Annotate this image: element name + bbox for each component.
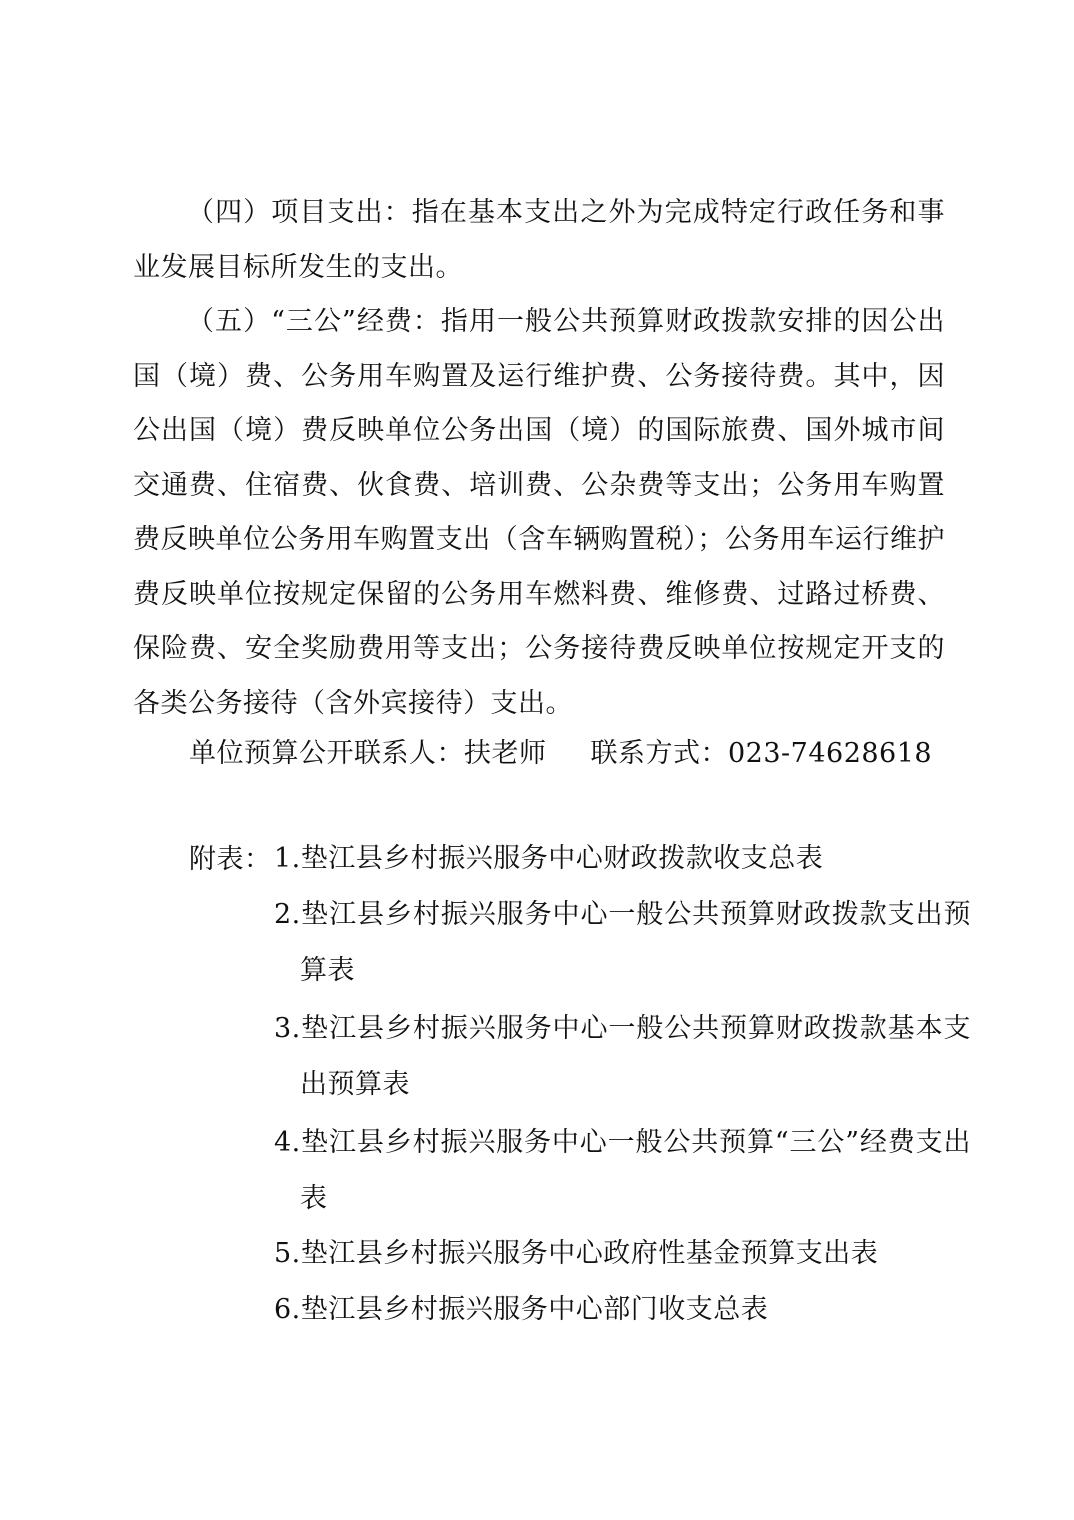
attachment-item: 3.垫江县乡村振兴服务中心一般公共预算财政拨款基本支出预算表	[274, 1013, 971, 1100]
attachment-item: 6.垫江县乡村振兴服务中心部门收支总表	[274, 1294, 769, 1325]
paragraph-three-public-expenses: （五）“三公”经费：指用一般公共预算财政拨款安排的因公出国（境）费、公务用车购置及运行维护费、公务接待费。其中，因公出国（境）费反映单位公务出国（境）的国际旅费、国外城市间交通费、住宿费、伙食费、培训费、公杂费等支出；公务用车购置费反映单位公务用车购置支出（含车辆购置税）；公务用车运行维护费反映单位按规定保留的公务用车燃料费、维修费、过路过桥费、保险费、安全奖励费用等支出；公务接待费反映单位按规定开支的各类公务接待（含外宾接待）支出。	[133, 306, 945, 719]
contact-method: 联系方式：023-74628618	[590, 738, 933, 769]
contact-line	[189, 727, 932, 782]
paragraph-project-expense: （四）项目支出：指在基本支出之外为完成特定行政任务和事业发展目标所发生的支出。	[133, 197, 945, 283]
attachment-item: 4.垫江县乡村振兴服务中心一般公共预算“三公”经费支出表	[274, 1127, 971, 1214]
contact-person: 单位预算公开联系人：扶老师	[189, 738, 547, 769]
attachment-item: 1.垫江县乡村振兴服务中心财政拨款收支总表	[274, 843, 824, 874]
attachment-item: 2.垫江县乡村振兴服务中心一般公共预算财政拨款支出预算表	[274, 899, 971, 986]
attachments-label: 附表：	[189, 844, 272, 875]
attachment-item: 5.垫江县乡村振兴服务中心政府性基金预算支出表	[274, 1238, 879, 1269]
